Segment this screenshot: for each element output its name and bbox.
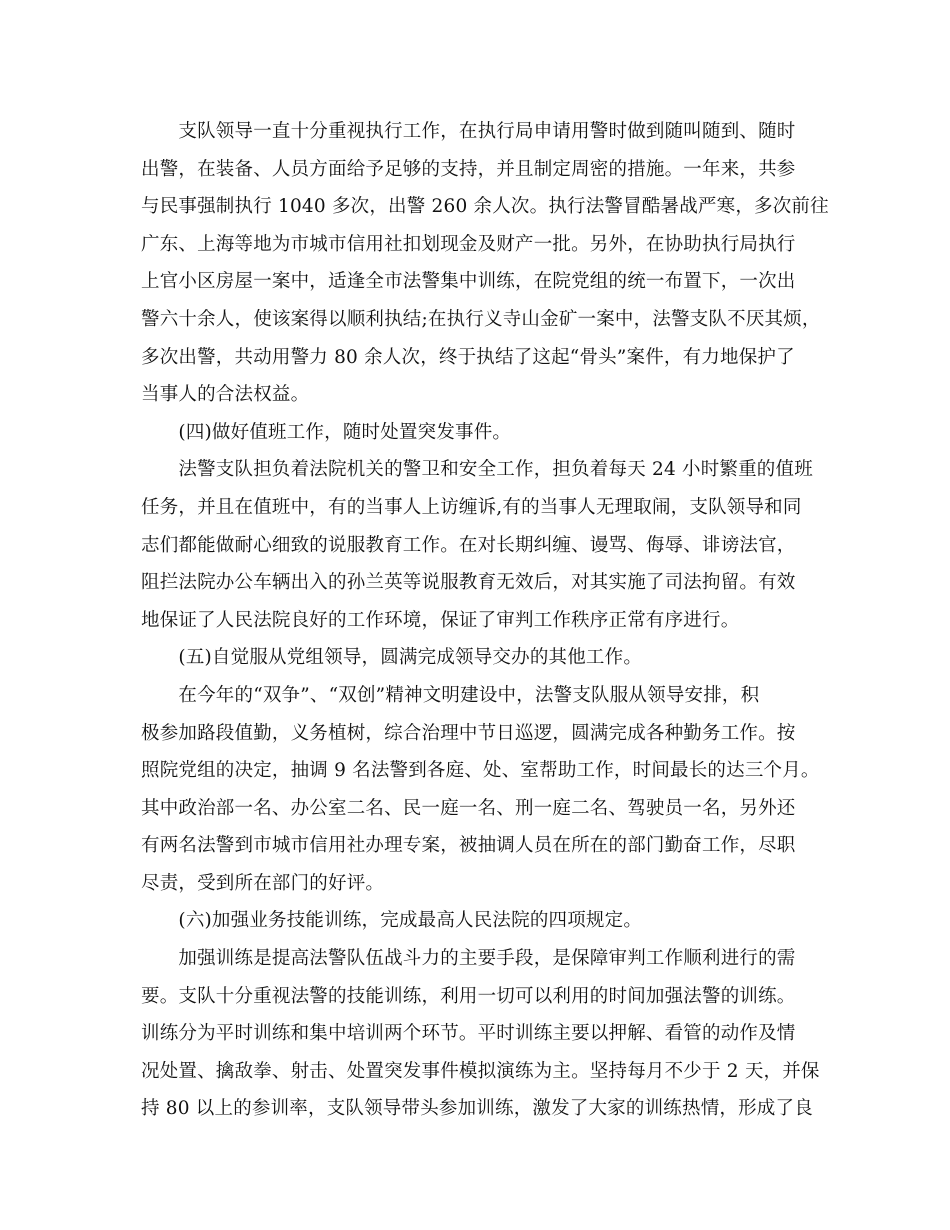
text-line: 要。支队十分重视法警的技能训练，利用一切可以利用的时间加强法警的训练。 bbox=[141, 985, 796, 1007]
text-line: 况处置、擒敌拳、射击、处置突发事件模拟演练为主。坚持每月不少于 2 天，并保 bbox=[141, 1060, 820, 1082]
text-line: 地保证了人民法院良好的工作环境，保证了审判工作秩序正常有序进行。 bbox=[141, 609, 740, 631]
text-line: 照院党组的决定，抽调 9 名法警到各庭、处、室帮助工作，时间最长的达三个月。 bbox=[141, 760, 820, 782]
text-line: 当事人的合法权益。 bbox=[141, 384, 310, 406]
text-line: 任务，并且在值班中，有的当事人上访缠诉,有的当事人无理取闹，支队领导和同 bbox=[141, 496, 802, 518]
text-line: 支队领导一直十分重视执行工作，在执行局申请用警时做到随叫随到、随时 bbox=[141, 121, 796, 142]
text-line: 在今年的“双争”、“双创”精神文明建设中，法警支队服从领导安排，积 bbox=[141, 684, 760, 706]
text-line: 极参加路段值勤，义务植树，综合治理中节日巡逻，圆满完成各种勤务工作。按 bbox=[141, 722, 796, 744]
text-line: 加强训练是提高法警队伍战斗力的主要手段，是保障审判工作顺利进行的需 bbox=[141, 948, 796, 970]
section-heading: (五)自觉服从党组领导，圆满完成领导交办的其他工作。 bbox=[141, 647, 643, 669]
document-body bbox=[141, 113, 829, 1128]
section-heading: (六)加强业务技能训练，完成最高人民法院的四项规定。 bbox=[141, 910, 643, 932]
text-line: 上官小区房屋一案中，适逢全市法警集中训练，在院党组的统一布置下，一次出 bbox=[141, 271, 796, 293]
text-line: 训练分为平时训练和集中培训两个环节。平时训练主要以押解、看管的动作及情 bbox=[141, 1023, 796, 1045]
text-line: 志们都能做耐心细致的说服教育工作。在对长期纠缠、谩骂、侮辱、诽谤法官， bbox=[141, 534, 796, 556]
text-line: 持 80 以上的参训率，支队领导带头参加训练，激发了大家的训练热情，形成了良 bbox=[141, 1098, 813, 1120]
text-line: 法警支队担负着法院机关的警卫和安全工作，担负着每天 24 小时繁重的值班 bbox=[141, 459, 813, 481]
text-line: 广东、上海等地为市城市信用社扣划现金及财产一批。另外，在协助执行局执行 bbox=[141, 233, 796, 255]
text-line: 多次出警，共动用警力 80 余人次，终于执结了这起“骨头”案件，有力地保护了 bbox=[141, 346, 795, 368]
section-heading: (四)做好值班工作，随时处置突发事件。 bbox=[141, 421, 512, 443]
text-line: 其中政治部一名、办公室二名、民一庭一名、刑一庭二名、驾驶员一名，另外还 bbox=[141, 797, 796, 819]
text-line: 有两名法警到市城市信用社办理专案，被抽调人员在所在的部门勤奋工作，尽职 bbox=[141, 835, 796, 857]
text-line: 尽责，受到所在部门的好评。 bbox=[141, 872, 385, 894]
text-line: 阻拦法院办公车辆出入的孙兰英等说服教育无效后，对其实施了司法拘留。有效 bbox=[141, 572, 796, 594]
text-line: 警六十余人，使该案得以顺利执结;在执行义寺山金矿一案中，法警支队不厌其烦， bbox=[141, 308, 821, 330]
text-line: 出警，在装备、人员方面给予足够的支持，并且制定周密的措施。一年来，共参 bbox=[141, 158, 796, 180]
text-line: 与民事强制执行 1040 多次，出警 260 余人次。执行法警冒酷暑战严寒，多次前往 bbox=[141, 196, 829, 218]
